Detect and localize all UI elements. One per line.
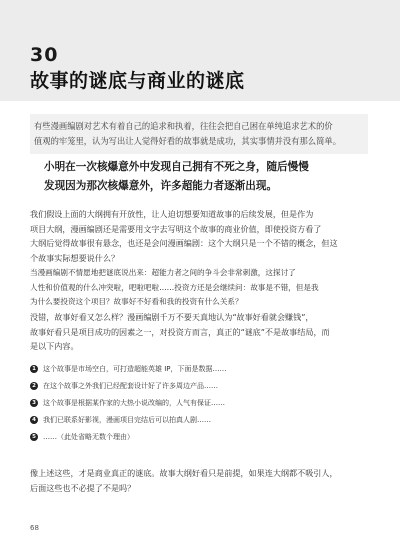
list-item: [30, 377, 370, 394]
body-paragraph: [30, 266, 370, 310]
body-line: 是以下内容。: [30, 341, 79, 352]
list-item-text: 这个故事是根据某作家的大热小说改编的，人气有保证……: [43, 398, 225, 407]
quote-line: 发现因为那次核爆意外，许多超能力者逐渐出现。: [44, 180, 278, 192]
investor-reasons-list: [30, 360, 370, 445]
body-line: 故事好看只是项目成功的因素之一，对投资方而言，真正的“谜底”不是故事结局，而: [30, 326, 330, 337]
outline-example-quote: [44, 158, 374, 196]
body-paragraph: [30, 207, 370, 265]
body-line: 项目大纲，漫画编剧还是需要用文字去写明这个故事的商业价值，即使投资方看了: [30, 223, 322, 234]
number-bullet-icon: 3: [30, 399, 38, 407]
list-item: [30, 360, 370, 377]
list-item-text: 在这个故事之外我们已经配套设计好了许多周边产品……: [43, 381, 218, 390]
quote-line: 小明在一次核爆意外中发现自己拥有不死之身，随后慢慢: [44, 161, 309, 173]
list-item-text: ……（此处省略无数个理由）: [43, 432, 134, 441]
list-item: [30, 411, 370, 428]
list-item: [30, 394, 370, 411]
list-item: [30, 428, 370, 445]
body-line: 为什么要投资这个项目？故事好不好看和我的投资有什么关系？: [30, 297, 243, 307]
body-line: 没错，故事好看又怎么样？漫画编剧千万不要天真地认为“故事好看就会赚钱”，: [30, 312, 314, 322]
chapter-header: [0, 0, 400, 101]
number-bullet-icon: 2: [30, 382, 38, 390]
body-line: 我们假设上面的大纲拥有开放性，让人迫切想要知道故事的后续发展，但是作为: [30, 209, 314, 219]
chapter-number: 30: [30, 44, 59, 66]
intro-line: 值观的牢笼里，认为写出让人觉得好看的故事就是成功，其实事情并没有那么简单。: [34, 136, 341, 146]
body-line: 像上述这些，才是商业真正的谜底。故事大纲好看只是前提，如果连大纲都不吸引人，: [30, 468, 338, 478]
chapter-title: 故事的谜底与商业的谜底: [30, 70, 245, 92]
page-number: 68: [30, 524, 39, 532]
body-line: 当漫画编剧不情愿地把谜底说出来：超能力者之间的争斗会非常刺激，这探讨了: [30, 268, 296, 277]
list-item-text: 这个故事是市场空白，可打造超能英雄 IP，下面是数据……: [43, 364, 227, 373]
body-paragraph: [30, 466, 370, 495]
chapter-intro: [30, 114, 368, 154]
intro-line: 有些漫画编剧对艺术有着自己的追求和执着，往往会把自己困在单纯追求艺术的价: [34, 121, 333, 131]
body-line: 人性和价值观的什么冲突啦，吧啦吧啦……投资方还是会继续问：故事是不错，但是我: [30, 282, 319, 292]
body-line: 后面这些也不必提了不是吗？: [30, 482, 136, 493]
number-bullet-icon: 1: [30, 365, 38, 373]
body-paragraph: [30, 310, 370, 354]
list-item-text: 我们已联系好影视，漫画项目完结后可以拍真人剧……: [43, 415, 211, 424]
body-line: 大纲后觉得故事很有悬念，也还是会问漫画编剧：这个大纲只是一个不错的概念，但这: [30, 238, 338, 249]
number-bullet-icon: 5: [30, 433, 38, 441]
body-line: 个故事实际想要说什么？: [30, 252, 120, 263]
number-bullet-icon: 4: [30, 416, 38, 424]
